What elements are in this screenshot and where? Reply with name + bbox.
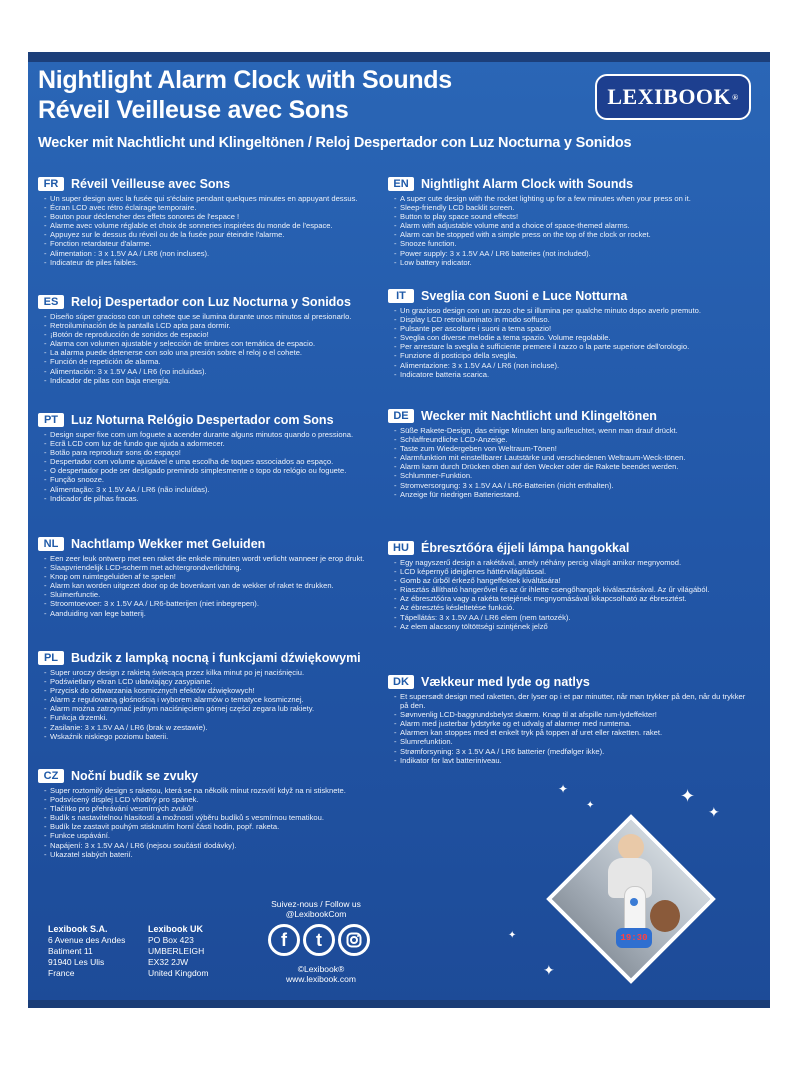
list-item: - Funkcja drzemki. (44, 713, 388, 722)
list-item: - O despertador pode ser desligado premindo simplesmente o topo do relógio ou foguete. (44, 466, 388, 475)
list-item: - Een zeer leuk ontwerp met een raket die enkele minuten wordt verlicht wanneer je erop drukt. (44, 554, 388, 563)
contact-address-line: United Kingdom (148, 968, 209, 978)
list-item: - La alarma puede detenerse con solo una presión sobre el reloj o el cohete. (44, 348, 388, 357)
list-item: - Super uroczy design z rakietą świecącą przez kilka minut po jej naciśnięciu. (44, 668, 388, 677)
language-code-nl: NL (38, 537, 64, 551)
list-item: - Retroiluminación de la pantalla LCD apta para dormir. (44, 321, 388, 330)
star-icon: ✦ (558, 782, 569, 796)
list-item: - Alarm z regulowaną głośnością i wyborem alarmów o tematyce kosmicznej. (44, 695, 388, 704)
language-code-cz: CZ (38, 769, 64, 783)
list-item: - Super roztomilý design s raketou, která se na několik minut rozsvítí když na ni stisknete. (44, 786, 388, 795)
feature-list-hu (388, 558, 753, 631)
list-item: - Alarm with adjustable volume and a choice of space-themed alarms. (394, 221, 753, 230)
contact-address-line: UMBERLEIGH (148, 946, 205, 956)
list-item: - Gomb az űrből érkező hangeffektek kiváltására! (394, 576, 753, 585)
section-it (388, 288, 753, 379)
list-item: - A super cute design with the rocket lighting up for a few minutes when your press on it. (394, 194, 753, 203)
list-item: - Display LCD retroilluminato in modo soffuso. (394, 315, 753, 324)
logo-text: LEXIBOOK (607, 84, 732, 109)
list-item: - Alarma con volumen ajustable y selección de timbres con temática de espacio. (44, 339, 388, 348)
rocket-figure (624, 886, 646, 932)
list-item: - Botão para reproduzir sons do espaço! (44, 448, 388, 457)
list-item: - Slaapvriendelijk LCD-scherm met achtergrondverlichting. (44, 563, 388, 572)
section-title-dk: Vækkeur med lyde og natlys (421, 674, 590, 689)
list-item: - Sveglia con diverse melodie a tema spazio. Volume regolabile. (394, 333, 753, 342)
contact-address-line: 6 Avenue des Andes (48, 935, 126, 945)
list-item: - Pulsante per ascoltare i suoni a tema spazio! (394, 324, 753, 333)
list-item: - Aanduiding van lege batterij. (44, 609, 388, 618)
section-cz (38, 768, 388, 859)
feature-list-pt (38, 430, 388, 503)
star-icon: ✦ (708, 804, 720, 820)
list-item: - Indicatore batteria scarica. (394, 370, 753, 379)
list-item: - Função snooze. (44, 475, 388, 484)
list-item: - Appuyez sur le dessus du réveil ou de la fusée pour éteindre l'alarme. (44, 230, 388, 239)
list-item: - ¡Botón de reproducción de sonidos de espacio! (44, 330, 388, 339)
list-item: - Ecrã LCD com luz de fundo que ajuda a adormecer. (44, 439, 388, 448)
list-item: - Alarme avec volume réglable et choix de sonneries inspirées du monde de l'espace. (44, 221, 388, 230)
contact-address-line: PO Box 423 (148, 935, 194, 945)
language-code-it: IT (388, 289, 414, 303)
list-item: - Low battery indicator. (394, 258, 753, 267)
box-top-edge (28, 52, 770, 62)
section-hu (388, 540, 753, 631)
instagram-icon[interactable] (338, 924, 370, 956)
list-item: - Sleep-friendly LCD backlit screen. (394, 203, 753, 212)
list-item: - Riasztás állítható hangerővel és az űr ihlette csengőhangok kiválasztásával. Az űr világából. (394, 585, 753, 594)
section-title-pl: Budzik z lampką nocną i funkcjami dźwiękowymi (71, 650, 361, 665)
list-item: - Alarm med justerbar lydstyrke og et udvalg af alarmer med rumtema. (394, 719, 753, 728)
list-item: - Alimentação: 3 x 1.5V AA / LR6 (não incluídas). (44, 485, 388, 494)
feature-list-de (388, 426, 753, 499)
list-item: - Stromversorgung: 3 x 1.5V AA / LR6-Batterien (nicht enthalten). (394, 481, 753, 490)
contact-name: Lexibook S.A. (48, 924, 108, 934)
rocket-window (630, 898, 638, 906)
copyright-text: ©Lexibook® (297, 964, 345, 974)
list-item: - Diseño súper gracioso con un cohete que se ilumina durante unos minutos al presionarlo. (44, 312, 388, 321)
social-handle: @LexibookCom (285, 909, 347, 919)
list-item: - Power supply: 3 x 1.5V AA / LR6 batteries (not included). (394, 249, 753, 258)
contact-name: Lexibook UK (148, 924, 204, 934)
title-french: Réveil Veilleuse avec Sons (38, 96, 349, 124)
section-pt (38, 412, 388, 503)
list-item: - Un super design avec la fusée qui s'éclaire pendant quelques minutes en appuyant dessus. (44, 194, 388, 203)
language-code-en: EN (388, 177, 414, 191)
section-en (388, 176, 753, 267)
list-item: - Design super fixe com um foguete a acender durante alguns minutos quando o pressiona. (44, 430, 388, 439)
list-item: - Alimentazione: 3 x 1.5V AA / LR6 (non incluse). (394, 361, 753, 370)
list-item: - Budík lze zastavit pouhým stisknutím horní části hodin, popř. raketa. (44, 822, 388, 831)
list-item: - Süße Rakete-Design, das einige Minuten lang aufleuchtet, wenn man drauf drückt. (394, 426, 753, 435)
section-pl (38, 650, 388, 741)
child-figure (618, 834, 644, 860)
list-item: - Anzeige für niedrigen Batteriestand. (394, 490, 753, 499)
list-item: - Az ébresztőóra vagy a rakéta tetejének megnyomásával kikapcsolható az ébresztést. (394, 594, 753, 603)
list-item: - Snooze function. (394, 239, 753, 248)
language-code-es: ES (38, 295, 64, 309)
section-title-it: Sveglia con Suoni e Luce Notturna (421, 288, 628, 303)
lexibook-logo (595, 74, 751, 120)
feature-list-pl (38, 668, 388, 741)
list-item: - Knop om ruimtegeluiden af te spelen! (44, 572, 388, 581)
list-item: - Søvnvenlig LCD-baggrundsbelyst skærm. Knap til at afspille rum-lydeffekter! (394, 710, 753, 719)
feature-list-dk (388, 692, 753, 765)
list-item: - Alimentation : 3 x 1.5V AA / LR6 (non incluses). (44, 249, 388, 258)
teddy-bear (650, 900, 680, 932)
language-code-hu: HU (388, 541, 414, 555)
contact-address-line: France (48, 968, 75, 978)
facebook-icon[interactable]: f (268, 924, 300, 956)
contact-lexibook-sa (48, 924, 125, 979)
list-item: - Ukazatel slabých baterií. (44, 850, 388, 859)
contact-address-line: EX32 2JW (148, 957, 189, 967)
list-item: - Az ébresztés késleltetése funkció. (394, 603, 753, 612)
star-icon: ✦ (508, 930, 517, 941)
language-code-pl: PL (38, 651, 64, 665)
list-item: - LCD képernyő ideiglenes háttérvilágítással. (394, 567, 753, 576)
section-title-cz: Noční budík se zvuky (71, 768, 199, 783)
feature-list-nl (38, 554, 388, 618)
clock-base (616, 928, 652, 948)
list-item: - Strømforsyning: 3 x 1.5V AA / LR6 batterier (medfølger ikke). (394, 747, 753, 756)
section-es (38, 294, 388, 385)
list-item: - Zasilanie: 3 x 1.5V AA / LR6 (brak w zestawie). (44, 723, 388, 732)
feature-list-fr (38, 194, 388, 267)
list-item: - Budík s nastavitelnou hlasitostí a možností výběru budíků s vesmírnou tematikou. (44, 813, 388, 822)
list-item: - Taste zum Wiedergeben von Weltraum-Tönen! (394, 444, 753, 453)
feature-list-cz (38, 786, 388, 859)
language-code-pt: PT (38, 413, 64, 427)
list-item: - Az elem alacsony töltöttségi szintjének jelző (394, 622, 753, 631)
list-item: - Alarmen kan stoppes med et enkelt tryk på toppen af uret eller raketten. raket. (394, 728, 753, 737)
list-item: - Tlačítko pro přehrávání vesmírných zvuků! (44, 804, 388, 813)
list-item: - Schlummer-Funktion. (394, 471, 753, 480)
list-item: - Podświetlany ekran LCD ułatwiający zasypianie. (44, 677, 388, 686)
list-item: - Bouton pour déclencher des effets sonores de l'espace ! (44, 212, 388, 221)
list-item: - Przycisk do odtwarzania kosmicznych efektów dźwiękowych! (44, 686, 388, 695)
list-item: - Alarm kan worden uitgezet door op de bovenkant van de wekker of raket te drukken. (44, 581, 388, 590)
list-item: - Indicateur de piles faibles. (44, 258, 388, 267)
list-item: - Despertador com volume ajustável e uma escolha de toques associados ao espaço. (44, 457, 388, 466)
follow-us-text: Suivez-nous / Follow us (271, 899, 361, 909)
product-photo (546, 814, 716, 984)
list-item: - Napájení: 3 x 1.5V AA / LR6 (nejsou součástí dodávky). (44, 841, 388, 850)
clock-display: 19:30 (620, 933, 648, 943)
list-item: - Alarmfunktion mit einstellbarer Lautstärke und verschiedenen Weltraum-Weck-tönen. (394, 453, 753, 462)
list-item: - Podsvícený displej LCD vhodný pro spánek. (44, 795, 388, 804)
package-back-panel (28, 52, 770, 1008)
feature-list-es (38, 312, 388, 385)
list-item: - Stroomtoevoer: 3 x 1.5V AA / LR6-batterijen (niet inbegrepen). (44, 599, 388, 608)
list-item: - Sluimerfunctie. (44, 590, 388, 599)
box-bottom-edge (28, 1000, 770, 1008)
section-title-de: Wecker mit Nachtlicht und Klingeltönen (421, 408, 657, 423)
contact-lexibook-uk (148, 924, 208, 979)
feature-list-it (388, 306, 753, 379)
list-item: - Écran LCD avec rétro éclairage temporaire. (44, 203, 388, 212)
list-item: - Egy nagyszerű design a rakétával, amely néhány percig világít amikor megnyomod. (394, 558, 753, 567)
list-item: - Indicador de pilhas fracas. (44, 494, 388, 503)
contact-address-line: 91940 Les Ulis (48, 957, 105, 967)
twitter-icon[interactable]: t (303, 924, 335, 956)
star-icon: ✦ (586, 800, 595, 811)
section-title-nl: Nachtlamp Wekker met Geluiden (71, 536, 266, 551)
list-item: - Indicador de pilas con baja energía. (44, 376, 388, 385)
list-item: - Slumrefunktion. (394, 737, 753, 746)
section-de (388, 408, 753, 499)
list-item: - Per arrestare la sveglia è sufficiente premere il razzo o la parte superiore dell'orologio. (394, 342, 753, 351)
language-code-de: DE (388, 409, 414, 423)
logo-registered-mark: ® (732, 92, 739, 102)
language-code-fr: FR (38, 177, 64, 191)
copyright-block (276, 964, 366, 984)
section-title-fr: Réveil Veilleuse avec Sons (71, 176, 231, 191)
contact-address-line: Batiment 11 (48, 946, 93, 956)
list-item: - Indikator for lavt batteriniveau. (394, 756, 753, 765)
section-nl (38, 536, 388, 618)
section-fr (38, 176, 388, 267)
list-item: - Un grazioso design con un razzo che si illumina per qualche minuto dopo averlo premuto. (394, 306, 753, 315)
star-icon: ✦ (543, 962, 555, 978)
title-subtitle: Wecker mit Nachtlicht und Klingeltönen / Reloj Despertador con Luz Nocturna y Sonidos (38, 135, 632, 151)
social-icons (268, 924, 370, 956)
follow-us-block (256, 899, 376, 919)
section-title-hu: Ébresztőóra éjjeli lámpa hangokkal (421, 540, 630, 555)
list-item: - Alimentación: 3 x 1.5V AA / LR6 (no incluidas). (44, 367, 388, 376)
list-item: - Funkce uspávání. (44, 831, 388, 840)
section-title-es: Reloj Despertador con Luz Nocturna y Sonidos (71, 294, 351, 309)
section-title-pt: Luz Noturna Relógio Despertador com Sons (71, 412, 334, 427)
list-item: - Alarm można zatrzymać jednym naciśnięciem górnej części zegara lub rakiety. (44, 704, 388, 713)
list-item: - Alarm kann durch Drücken oben auf den Wecker oder die Rakete beendet werden. (394, 462, 753, 471)
section-dk (388, 674, 753, 765)
list-item: - Wskaźnik niskiego poziomu baterii. (44, 732, 388, 741)
list-item: - Fonction retardateur d'alarme. (44, 239, 388, 248)
list-item: - Button to play space sound effects! (394, 212, 753, 221)
title-english: Nightlight Alarm Clock with Sounds (38, 66, 452, 94)
list-item: - Alarm can be stopped with a simple press on the top of the clock or rocket. (394, 230, 753, 239)
list-item: - Funzione di posticipo della sveglia. (394, 351, 753, 360)
star-icon: ✦ (680, 786, 696, 806)
list-item: - Tápellátás: 3 x 1.5V AA / LR6 elem (nem tartozék). (394, 613, 753, 622)
feature-list-en (388, 194, 753, 267)
website-link[interactable]: www.lexibook.com (286, 974, 356, 984)
list-item: - Schlaffreundliche LCD-Anzeige. (394, 435, 753, 444)
list-item: - Función de repetición de alarma. (44, 357, 388, 366)
list-item: - Et supersødt design med raketten, der lyser op i et par minutter, når man trykker på den, når du trykker på den. (394, 692, 753, 710)
section-title-en: Nightlight Alarm Clock with Sounds (421, 176, 634, 191)
language-code-dk: DK (388, 675, 414, 689)
